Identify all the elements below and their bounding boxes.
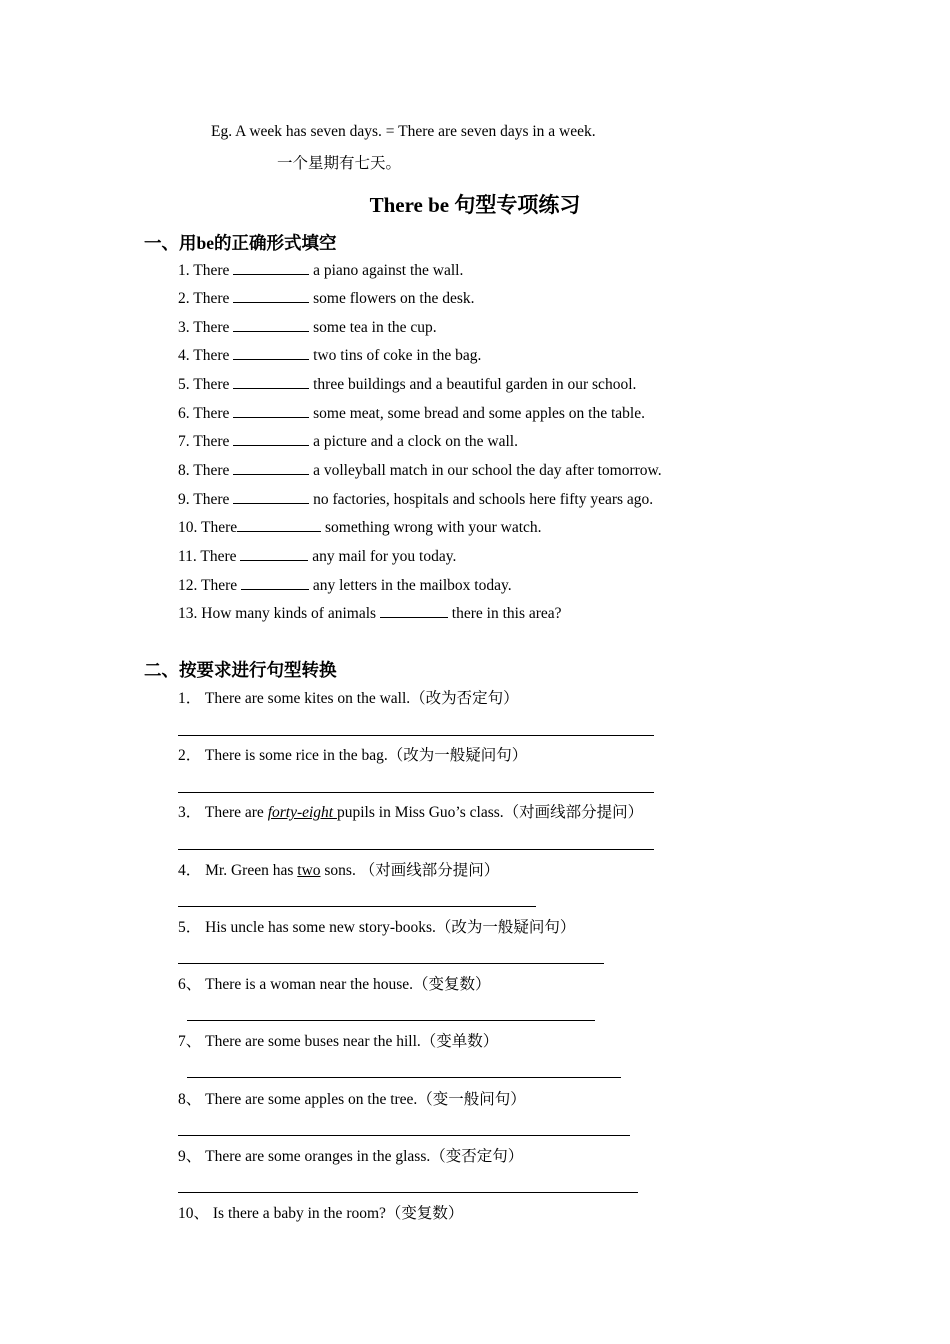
exercise-item xyxy=(178,803,643,823)
answer-line[interactable] xyxy=(178,792,654,793)
item-suffix: no factories, hospitals and schools here fifty years ago. xyxy=(309,491,654,508)
exercise-item xyxy=(178,403,645,424)
item-suffix: two tins of coke in the bag. xyxy=(309,347,482,364)
exercise-item xyxy=(178,689,519,709)
item-suffix: some meat, some bread and some apples on the table. xyxy=(309,405,645,422)
exercise-item xyxy=(178,288,475,309)
answer-line[interactable] xyxy=(178,1192,638,1193)
exercise-item xyxy=(178,489,653,510)
page-title: There be 句型专项练习 xyxy=(369,193,581,217)
answer-blank[interactable] xyxy=(380,603,448,618)
item-suffix: a picture and a clock on the wall. xyxy=(309,433,518,450)
item-text: pupils in Miss Guo’s class.（对画线部分提问） xyxy=(337,804,644,821)
item-text: There is some rice in the bag.（改为一般疑问句） xyxy=(204,747,528,764)
item-suffix: any letters in the mailbox today. xyxy=(308,577,512,594)
item-prefix: 11. There xyxy=(178,548,241,565)
item-text: Is there a baby in the room?（变复数） xyxy=(212,1205,464,1222)
exercise-item xyxy=(178,918,575,938)
answer-line[interactable] xyxy=(178,849,654,850)
item-text: Mr. Green has xyxy=(205,862,298,879)
answer-line[interactable] xyxy=(178,906,536,907)
item-prefix: 10. There xyxy=(178,519,238,536)
answer-blank[interactable] xyxy=(241,575,309,590)
answer-blank[interactable] xyxy=(233,345,309,360)
exercise-item xyxy=(178,746,527,766)
item-text: There are some kites on the wall.（改为否定句） xyxy=(204,690,519,707)
item-number: 9、 xyxy=(178,1148,202,1165)
item-number: 7、 xyxy=(178,1033,202,1050)
answer-line[interactable] xyxy=(178,735,654,736)
item-text: There are some apples on the tree.（变一般问句） xyxy=(205,1091,526,1108)
item-prefix: 2. There xyxy=(178,290,234,307)
exercise-item xyxy=(178,317,437,338)
item-prefix: 6. There xyxy=(178,405,234,422)
item-prefix: 9. There xyxy=(178,491,234,508)
example-english: Eg. A week has seven days. = There are seven days in a week. xyxy=(211,123,596,140)
exercise-item xyxy=(178,1204,463,1224)
item-number: 2． xyxy=(178,747,202,764)
item-suffix: there in this area? xyxy=(447,605,562,622)
item-suffix: something wrong with your watch. xyxy=(321,519,542,536)
item-text: His uncle has some new story-books.（改为一般疑问句） xyxy=(205,919,576,936)
item-number: 3． xyxy=(178,804,202,821)
exercise-item xyxy=(178,260,463,281)
exercise-item xyxy=(178,431,518,452)
exercise-item xyxy=(178,546,456,567)
item-number: 4． xyxy=(178,862,202,879)
item-number: 10、 xyxy=(178,1205,210,1222)
answer-line[interactable] xyxy=(187,1020,595,1021)
exercise-item xyxy=(178,1032,498,1052)
item-prefix: 4. There xyxy=(178,347,234,364)
exercise-item xyxy=(178,1147,523,1167)
answer-blank[interactable] xyxy=(240,546,308,561)
exercise-item xyxy=(178,975,491,995)
underlined-word: two xyxy=(297,862,321,879)
answer-blank[interactable] xyxy=(233,374,309,389)
exercise-item xyxy=(178,517,542,538)
answer-line[interactable] xyxy=(187,1077,621,1078)
example-chinese: 一个星期有七天。 xyxy=(277,155,402,172)
item-suffix: a volleyball match in our school the day after tomorrow. xyxy=(309,462,662,479)
item-prefix: 13. How many kinds of animals xyxy=(178,605,380,622)
item-suffix: some tea in the cup. xyxy=(309,319,437,336)
item-number: 1． xyxy=(178,690,202,707)
exercise-item xyxy=(178,861,499,881)
exercise-item xyxy=(178,575,512,596)
item-suffix: a piano against the wall. xyxy=(309,262,464,279)
item-suffix: some flowers on the desk. xyxy=(309,290,475,307)
item-prefix: 12. There xyxy=(178,577,241,594)
exercise-item xyxy=(178,460,662,481)
item-number: 6、 xyxy=(178,976,202,993)
item-prefix: 3. There xyxy=(178,319,234,336)
section-1-heading: 一、用be的正确形式填空 xyxy=(144,233,337,253)
exercise-item xyxy=(178,345,481,366)
answer-line[interactable] xyxy=(178,1135,630,1136)
answer-line[interactable] xyxy=(178,963,604,964)
answer-blank[interactable] xyxy=(233,489,309,504)
item-prefix: 7. There xyxy=(178,433,234,450)
item-suffix: three buildings and a beautiful garden in our school. xyxy=(309,376,637,393)
answer-blank[interactable] xyxy=(237,517,321,532)
answer-blank[interactable] xyxy=(233,460,309,475)
answer-blank[interactable] xyxy=(233,317,309,332)
exercise-item xyxy=(178,374,636,395)
underlined-phrase: forty-eight xyxy=(267,804,337,821)
section-2-heading: 二、按要求进行句型转换 xyxy=(144,660,337,680)
item-text: There is a woman near the house.（变复数） xyxy=(205,976,491,993)
item-text: There are xyxy=(204,804,268,821)
item-prefix: 5. There xyxy=(178,376,234,393)
exercise-item xyxy=(178,1090,526,1110)
item-text: sons. （对画线部分提问） xyxy=(320,862,500,879)
item-prefix: 1. There xyxy=(178,262,234,279)
answer-blank[interactable] xyxy=(233,260,309,275)
item-number: 8、 xyxy=(178,1091,202,1108)
item-suffix: any mail for you today. xyxy=(308,548,457,565)
answer-blank[interactable] xyxy=(233,403,309,418)
item-prefix: 8. There xyxy=(178,462,234,479)
item-text: There are some buses near the hill.（变单数） xyxy=(205,1033,499,1050)
answer-blank[interactable] xyxy=(233,431,309,446)
answer-blank[interactable] xyxy=(233,288,309,303)
exercise-item xyxy=(178,603,562,624)
item-text: There are some oranges in the glass.（变否定句） xyxy=(205,1148,524,1165)
item-number: 5． xyxy=(178,919,202,936)
